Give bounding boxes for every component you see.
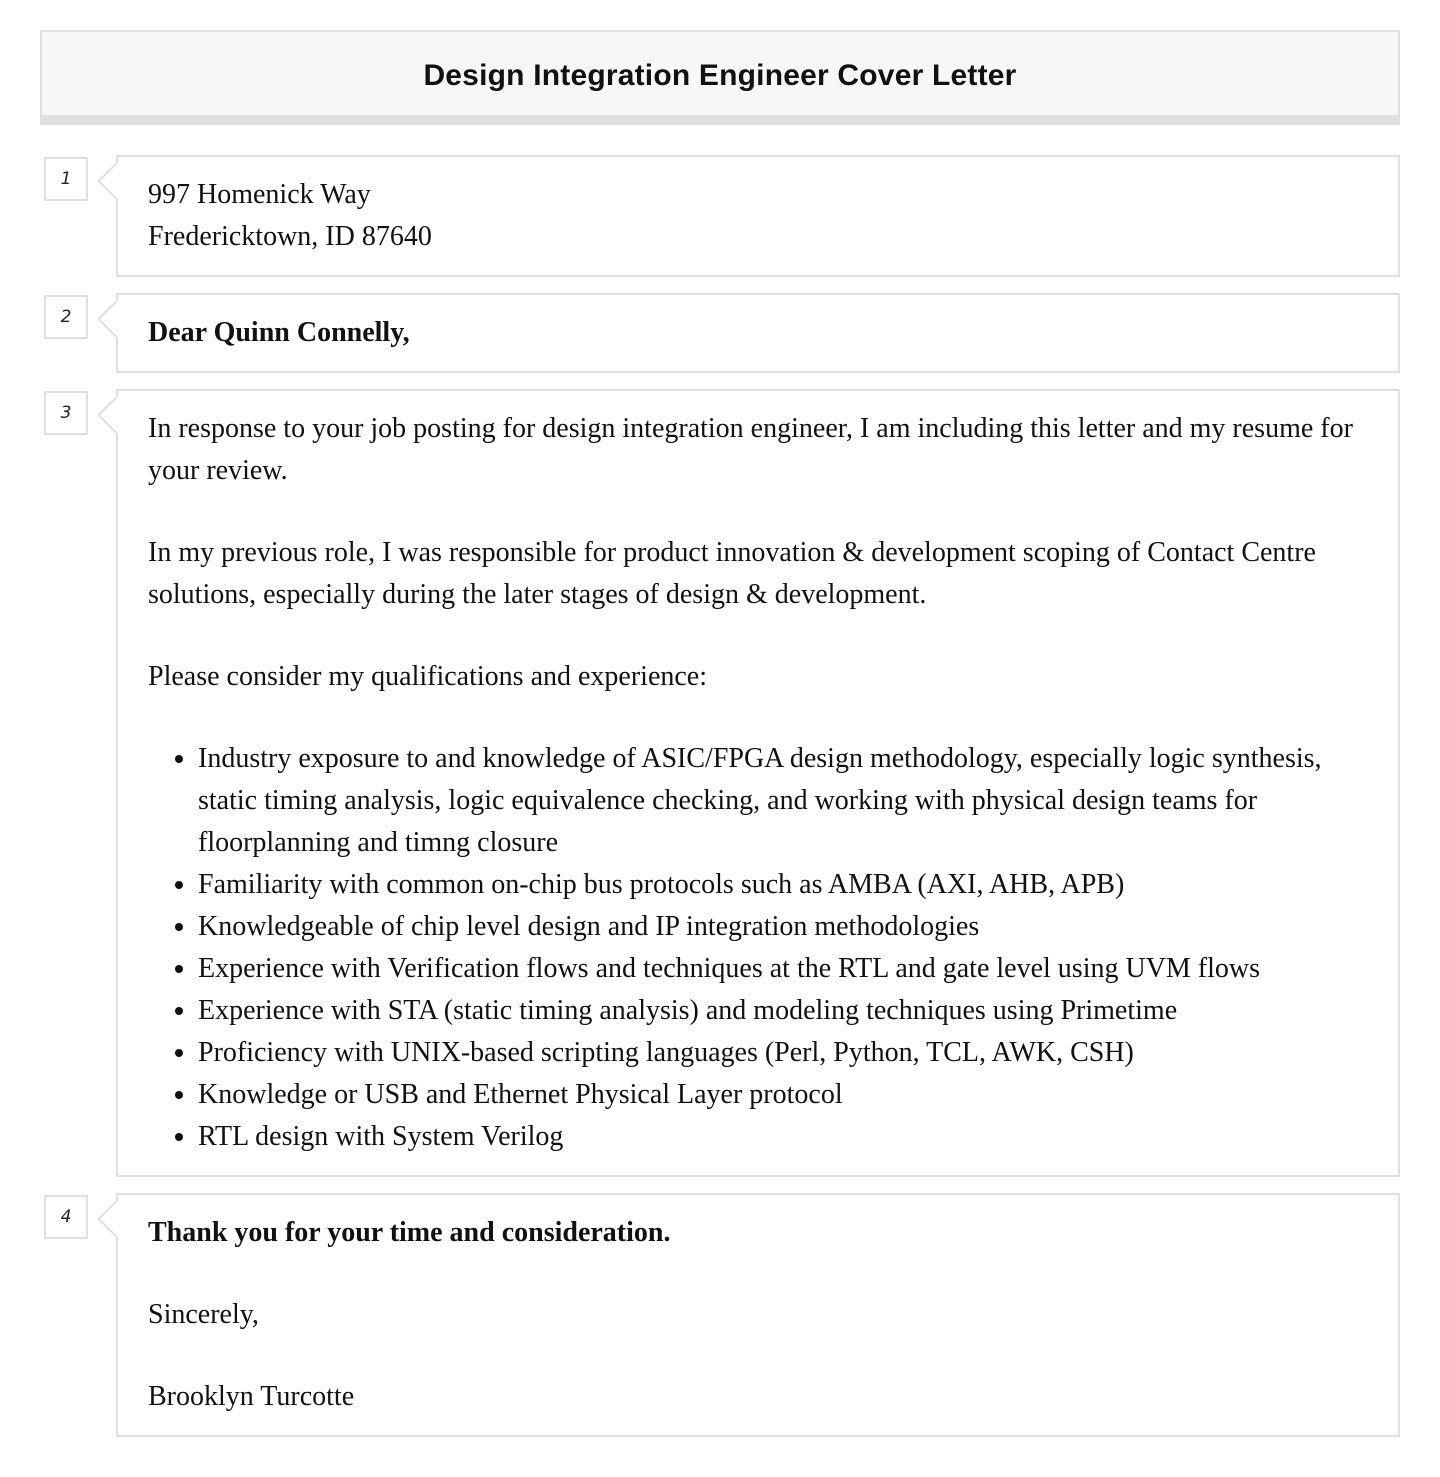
section-body xyxy=(60,389,1400,1177)
address-line-1: 997 Homenick Way xyxy=(148,179,371,210)
section-closing xyxy=(60,1193,1400,1437)
spacer xyxy=(148,1254,1368,1294)
section-salutation xyxy=(60,293,1400,373)
page-title: Design Integration Engineer Cover Letter xyxy=(423,58,1017,92)
section-number-badge: 4 xyxy=(44,1195,88,1239)
salutation: Dear Quinn Connelly, xyxy=(148,317,410,348)
list-item: • Knowledge or USB and Ethernet Physical Layer protocol xyxy=(198,1074,1368,1116)
section-number-badge: 2 xyxy=(44,295,88,339)
body-paragraph-intro: In response to your job posting for design integration engineer, I am including this letter and my resume for your review. xyxy=(148,413,1353,486)
list-item: • RTL design with System Verilog xyxy=(198,1116,1368,1158)
list-item: • Experience with STA (static timing analysis) and modeling techniques using Primetime xyxy=(198,990,1368,1032)
list-item: • Knowledgeable of chip level design and IP integration methodologies xyxy=(198,906,1368,948)
list-item: • Experience with Verification flows and techniques at the RTL and gate level using UVM flows xyxy=(198,948,1368,990)
section-address xyxy=(60,155,1400,277)
qualifications-list xyxy=(148,738,1368,1158)
address-line-2: Fredericktown, ID 87640 xyxy=(148,221,432,252)
spacer xyxy=(148,1336,1368,1376)
list-item: • Industry exposure to and knowledge of ASIC/FPGA design methodology, especially logic synthesis, static timing analysis, logic equivalence checking, and working with physical design teams for floorplanning and timng closure xyxy=(198,738,1368,864)
body-paragraph-qualifications-lead: Please consider my qualifications and experience: xyxy=(148,661,708,692)
section-number-badge: 3 xyxy=(44,391,88,435)
signature: Brooklyn Turcotte xyxy=(148,1381,355,1412)
section-number-badge: 1 xyxy=(44,157,88,201)
closing-statement: Thank you for your time and consideration. xyxy=(148,1217,671,1248)
list-item: • Proficiency with UNIX-based scripting languages (Perl, Python, TCL, AWK, CSH) xyxy=(198,1032,1368,1074)
title-bar xyxy=(40,30,1400,125)
sign-off: Sincerely, xyxy=(148,1299,259,1330)
body-paragraph-previous-role: In my previous role, I was responsible for product innovation & development scoping of Contact Centre solutions, especially during the later stages of design & development. xyxy=(148,537,1316,610)
list-item: • Familiarity with common on-chip bus protocols such as AMBA (AXI, AHB, APB) xyxy=(198,864,1368,906)
